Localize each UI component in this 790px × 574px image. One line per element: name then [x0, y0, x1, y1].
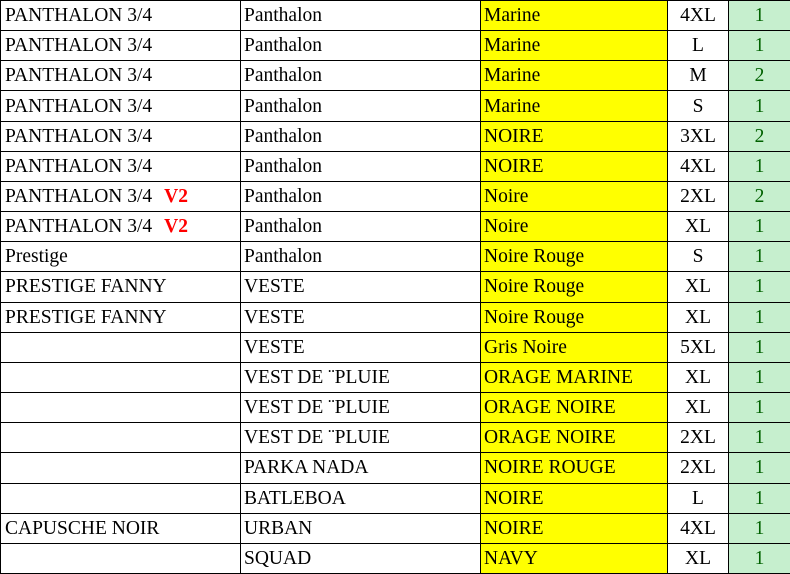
type-cell-text: Panthalon	[244, 5, 322, 27]
qty-cell[interactable]	[729, 91, 790, 121]
type-cell[interactable]	[241, 423, 481, 453]
color-cell-text: NOIRE ROUGE	[484, 457, 616, 479]
type-cell-text: PARKA NADA	[244, 457, 369, 479]
color-cell[interactable]	[481, 212, 668, 242]
type-cell[interactable]	[241, 393, 481, 423]
table-row	[1, 543, 790, 573]
size-cell[interactable]	[668, 1, 729, 31]
qty-cell[interactable]	[729, 1, 790, 31]
color-cell[interactable]	[481, 423, 668, 453]
name-cell[interactable]	[1, 543, 241, 573]
color-cell[interactable]	[481, 483, 668, 513]
type-cell-text: BATLEBOA	[244, 487, 346, 509]
size-cell[interactable]	[668, 272, 729, 302]
color-cell[interactable]	[481, 61, 668, 91]
type-cell[interactable]	[241, 31, 481, 61]
color-cell[interactable]	[481, 362, 668, 392]
qty-cell[interactable]	[729, 121, 790, 151]
qty-cell[interactable]	[729, 332, 790, 362]
name-cell[interactable]	[1, 423, 241, 453]
type-cell[interactable]	[241, 181, 481, 211]
type-cell[interactable]	[241, 212, 481, 242]
size-cell-text: 4XL	[680, 155, 716, 177]
type-cell-text: Panthalon	[244, 216, 322, 238]
qty-cell-text: 2	[754, 65, 765, 87]
table-row	[1, 332, 790, 362]
type-cell-text: Panthalon	[244, 95, 322, 117]
table-row	[1, 91, 790, 121]
qty-cell[interactable]	[729, 61, 790, 91]
name-cell-text: PRESTIGE FANNY	[5, 306, 167, 328]
type-cell[interactable]	[241, 121, 481, 151]
size-cell[interactable]	[668, 121, 729, 151]
name-cell-text: PANTHALON 3/4	[5, 125, 153, 147]
qty-cell-text: 1	[754, 35, 765, 57]
type-cell[interactable]	[241, 483, 481, 513]
qty-cell-text: 1	[754, 487, 765, 509]
color-cell-text: NOIRE	[484, 155, 544, 177]
qty-cell[interactable]	[729, 31, 790, 61]
qty-cell-text: 1	[754, 366, 765, 388]
size-cell-text: S	[692, 95, 704, 117]
table-row	[1, 1, 790, 31]
qty-cell-text: 1	[754, 336, 765, 358]
version-tag: V2	[164, 216, 189, 238]
size-cell[interactable]	[668, 61, 729, 91]
type-cell-text: VEST DE ¨PLUIE	[244, 366, 390, 388]
qty-cell-text: 1	[754, 216, 765, 238]
qty-cell-text: 1	[754, 276, 765, 298]
size-cell-text: XL	[685, 366, 711, 388]
name-cell[interactable]	[1, 513, 241, 543]
name-cell[interactable]	[1, 91, 241, 121]
color-cell[interactable]	[481, 91, 668, 121]
color-cell-text: NAVY	[484, 547, 538, 569]
name-cell-text: PRESTIGE FANNY	[5, 276, 167, 298]
name-cell[interactable]	[1, 181, 241, 211]
qty-cell-text: 1	[754, 5, 765, 27]
type-cell-text: URBAN	[244, 517, 313, 539]
name-cell[interactable]	[1, 242, 241, 272]
version-tag: V2	[164, 186, 189, 208]
type-cell-text: VESTE	[244, 276, 305, 298]
color-cell-text: Marine	[484, 65, 541, 87]
type-cell[interactable]	[241, 272, 481, 302]
color-cell-text: Noire Rouge	[484, 246, 585, 268]
type-cell-text: Panthalon	[244, 125, 322, 147]
qty-cell[interactable]	[729, 483, 790, 513]
qty-cell[interactable]	[729, 242, 790, 272]
table-row	[1, 242, 790, 272]
size-cell[interactable]	[668, 31, 729, 61]
color-cell-text: NOIRE	[484, 517, 544, 539]
qty-cell[interactable]	[729, 543, 790, 573]
color-cell-text: Noire	[484, 186, 529, 208]
color-cell-text: ORAGE NOIRE	[484, 397, 616, 419]
size-cell-text: L	[692, 35, 704, 57]
name-cell-text: CAPUSCHE NOIR	[5, 517, 160, 539]
size-cell-text: XL	[685, 306, 711, 328]
qty-cell-text: 1	[754, 427, 765, 449]
type-cell[interactable]	[241, 513, 481, 543]
size-cell-text: 4XL	[680, 517, 716, 539]
type-cell[interactable]	[241, 362, 481, 392]
type-cell[interactable]	[241, 242, 481, 272]
type-cell-text: Panthalon	[244, 246, 322, 268]
qty-cell-text: 2	[754, 186, 765, 208]
table-row	[1, 272, 790, 302]
size-cell-text: 5XL	[680, 336, 716, 358]
color-cell[interactable]	[481, 181, 668, 211]
type-cell-text: SQUAD	[244, 547, 312, 569]
qty-cell-text: 1	[754, 517, 765, 539]
name-cell-text: PANTHALON 3/4	[5, 155, 153, 177]
name-cell[interactable]	[1, 121, 241, 151]
color-cell-text: Marine	[484, 95, 541, 117]
name-cell-text: PANTHALON 3/4	[5, 186, 153, 208]
type-cell-text: VEST DE ¨PLUIE	[244, 397, 390, 419]
type-cell-text: VEST DE ¨PLUIE	[244, 427, 390, 449]
qty-cell[interactable]	[729, 181, 790, 211]
size-cell-text: XL	[685, 397, 711, 419]
grid-body	[1, 1, 790, 574]
size-cell[interactable]	[668, 543, 729, 573]
type-cell[interactable]	[241, 332, 481, 362]
size-cell-text: L	[692, 487, 704, 509]
name-cell[interactable]	[1, 61, 241, 91]
color-cell[interactable]	[481, 302, 668, 332]
name-cell-text: PANTHALON 3/4	[5, 95, 153, 117]
type-cell-text: VESTE	[244, 306, 305, 328]
type-cell-text: Panthalon	[244, 186, 322, 208]
qty-cell-text: 1	[754, 306, 765, 328]
qty-cell-text: 1	[754, 547, 765, 569]
type-cell[interactable]	[241, 302, 481, 332]
size-cell[interactable]	[668, 332, 729, 362]
type-cell-text: Panthalon	[244, 35, 322, 57]
table-row	[1, 61, 790, 91]
size-cell-text: 4XL	[680, 5, 716, 27]
size-cell-text: XL	[685, 276, 711, 298]
color-cell[interactable]	[481, 121, 668, 151]
type-cell[interactable]	[241, 543, 481, 573]
table-row	[1, 302, 790, 332]
qty-cell[interactable]	[729, 362, 790, 392]
name-cell[interactable]	[1, 212, 241, 242]
size-cell[interactable]	[668, 453, 729, 483]
color-cell-text: Gris Noire	[484, 336, 567, 358]
color-cell[interactable]	[481, 543, 668, 573]
size-cell[interactable]	[668, 362, 729, 392]
qty-cell-text: 1	[754, 457, 765, 479]
type-cell[interactable]	[241, 91, 481, 121]
size-cell-text: M	[689, 65, 707, 87]
color-cell[interactable]	[481, 513, 668, 543]
name-cell[interactable]	[1, 151, 241, 181]
size-cell[interactable]	[668, 242, 729, 272]
qty-cell[interactable]	[729, 151, 790, 181]
qty-cell[interactable]	[729, 272, 790, 302]
table-row	[1, 483, 790, 513]
color-cell[interactable]	[481, 1, 668, 31]
name-cell[interactable]	[1, 362, 241, 392]
color-cell-text: Noire Rouge	[484, 306, 585, 328]
color-cell-text: Noire Rouge	[484, 276, 585, 298]
qty-cell[interactable]	[729, 453, 790, 483]
name-cell-text: PANTHALON 3/4	[5, 5, 153, 27]
table-row	[1, 513, 790, 543]
size-cell[interactable]	[668, 91, 729, 121]
table-row	[1, 393, 790, 423]
table-row	[1, 453, 790, 483]
type-cell[interactable]	[241, 453, 481, 483]
table-row	[1, 121, 790, 151]
color-cell-text: Noire	[484, 216, 529, 238]
size-cell[interactable]	[668, 483, 729, 513]
color-cell-text: NOIRE	[484, 125, 544, 147]
name-cell[interactable]	[1, 393, 241, 423]
qty-cell[interactable]	[729, 423, 790, 453]
name-cell[interactable]	[1, 1, 241, 31]
size-cell-text: S	[692, 246, 704, 268]
color-cell-text: Marine	[484, 5, 541, 27]
color-cell[interactable]	[481, 453, 668, 483]
type-cell[interactable]	[241, 151, 481, 181]
size-cell[interactable]	[668, 423, 729, 453]
type-cell-text: VESTE	[244, 336, 305, 358]
name-cell-text: PANTHALON 3/4	[5, 216, 153, 238]
qty-cell[interactable]	[729, 302, 790, 332]
qty-cell-text: 2	[754, 125, 765, 147]
qty-cell[interactable]	[729, 212, 790, 242]
table-row	[1, 212, 790, 242]
size-cell[interactable]	[668, 513, 729, 543]
name-cell[interactable]	[1, 453, 241, 483]
color-cell[interactable]	[481, 272, 668, 302]
size-cell[interactable]	[668, 181, 729, 211]
color-cell-text: ORAGE MARINE	[484, 366, 633, 388]
name-cell-text: PANTHALON 3/4	[5, 35, 153, 57]
size-cell[interactable]	[668, 302, 729, 332]
name-cell-text: PANTHALON 3/4	[5, 65, 153, 87]
type-cell[interactable]	[241, 61, 481, 91]
color-cell[interactable]	[481, 151, 668, 181]
size-cell-text: 2XL	[680, 427, 716, 449]
table-row	[1, 181, 790, 211]
name-cell[interactable]	[1, 31, 241, 61]
qty-cell-text: 1	[754, 95, 765, 117]
name-cell[interactable]	[1, 272, 241, 302]
qty-cell[interactable]	[729, 513, 790, 543]
type-cell-text: Panthalon	[244, 155, 322, 177]
name-cell[interactable]	[1, 302, 241, 332]
size-cell-text: XL	[685, 547, 711, 569]
size-cell-text: 3XL	[680, 125, 716, 147]
qty-cell-text: 1	[754, 397, 765, 419]
size-cell-text: 2XL	[680, 457, 716, 479]
color-cell[interactable]	[481, 242, 668, 272]
size-cell[interactable]	[668, 151, 729, 181]
table-row	[1, 423, 790, 453]
size-cell-text: 2XL	[680, 186, 716, 208]
type-cell-text: Panthalon	[244, 65, 322, 87]
size-cell[interactable]	[668, 212, 729, 242]
color-cell[interactable]	[481, 31, 668, 61]
name-cell[interactable]	[1, 332, 241, 362]
table-row	[1, 151, 790, 181]
name-cell-text: Prestige	[5, 246, 68, 268]
size-cell[interactable]	[668, 393, 729, 423]
qty-cell-text: 1	[754, 155, 765, 177]
name-cell[interactable]	[1, 483, 241, 513]
size-cell-text: XL	[685, 216, 711, 238]
qty-cell[interactable]	[729, 393, 790, 423]
color-cell[interactable]	[481, 332, 668, 362]
color-cell-text: NOIRE	[484, 487, 544, 509]
color-cell-text: Marine	[484, 35, 541, 57]
table-row	[1, 362, 790, 392]
qty-cell-text: 1	[754, 246, 765, 268]
table-row	[1, 31, 790, 61]
type-cell[interactable]	[241, 1, 481, 31]
color-cell-text: ORAGE NOIRE	[484, 427, 616, 449]
color-cell[interactable]	[481, 393, 668, 423]
